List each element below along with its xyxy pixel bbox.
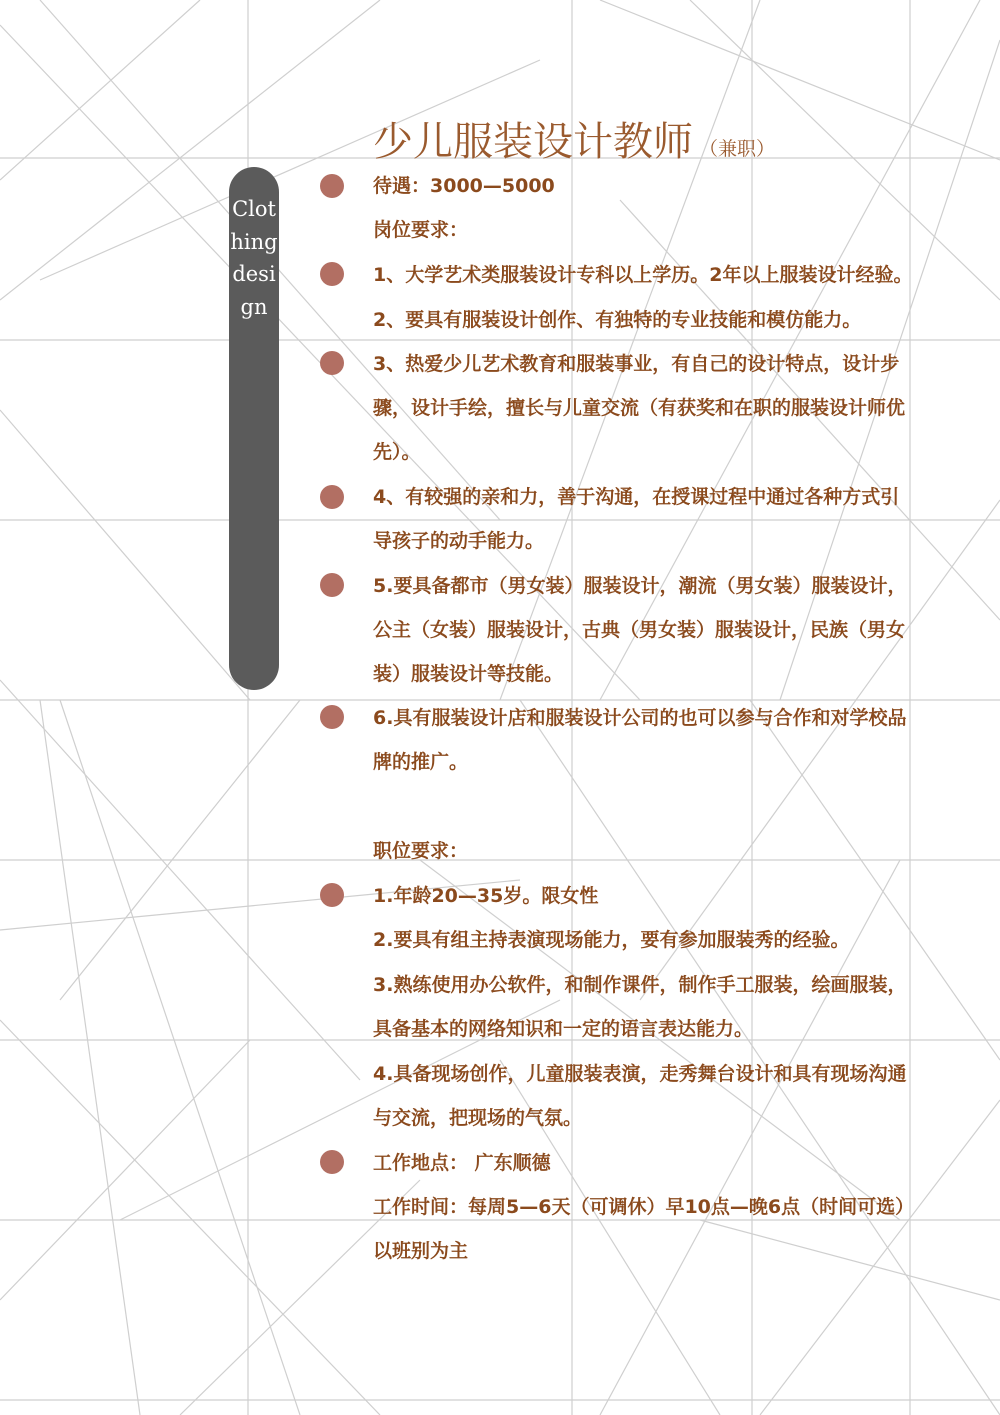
bullet-dot — [320, 883, 344, 907]
requirement-line: 1.年龄20—35岁。限女性 — [373, 885, 599, 907]
duty-line: 5.要具备都市（男女装）服装设计，潮流（男女装）服装设计， — [373, 575, 907, 597]
side-label-text: Clothing design — [230, 197, 278, 320]
duty-line: 牌的推广。 — [373, 751, 469, 773]
duty-line: 公主（女装）服装设计，古典（男女装）服装设计，民族（男女 — [373, 619, 906, 641]
page-title — [373, 110, 775, 167]
requirement-line: 与交流，把现场的气氛。 — [373, 1107, 583, 1129]
duty-line: 3、热爱少儿艺术教育和服装事业，有自己的设计特点，设计步 — [373, 353, 900, 375]
bullet-dot — [320, 351, 344, 375]
requirement-line: 2.要具有组主持表演现场能力，要有参加服装秀的经验。 — [373, 929, 850, 951]
title-sub: （兼职） — [699, 138, 776, 160]
bullet-dot — [320, 1150, 344, 1174]
hours-line: 以班别为主 — [373, 1240, 469, 1262]
bullet-dot — [320, 174, 344, 198]
duty-line: 先）。 — [373, 441, 421, 463]
duty-line: 4、有较强的亲和力，善于沟通，在授课过程中通过各种方式引 — [373, 486, 900, 508]
duties-heading: 岗位要求： — [373, 219, 469, 241]
bullet-dot — [320, 485, 344, 509]
duty-line: 导孩子的动手能力。 — [373, 530, 545, 552]
location-line: 工作地点： 广东顺德 — [373, 1152, 551, 1174]
duty-line: 2、要具有服装设计创作、有独特的专业技能和模仿能力。 — [373, 309, 862, 331]
requirement-line: 具备基本的网络知识和一定的语言表达能力。 — [373, 1018, 754, 1040]
salary-line: 待遇：3000—5000 — [373, 175, 555, 197]
hours-line: 工作时间：每周5—6天（可调休）早10点—晚6点（时间可选） — [373, 1196, 915, 1218]
title-main: 少儿服装设计教师 — [373, 119, 693, 165]
duty-line: 6.具有服装设计店和服装设计公司的也可以参与合作和对学校品 — [373, 707, 907, 729]
duty-line: 1、大学艺术类服装设计专科以上学历。2年以上服装设计经验。 — [373, 264, 913, 286]
requirements-heading: 职位要求： — [373, 840, 469, 862]
bullet-dot — [320, 705, 344, 729]
side-label-pill — [229, 167, 279, 690]
bullet-dot — [320, 262, 344, 286]
bullet-dot — [320, 573, 344, 597]
duty-line: 骤，设计手绘，擅长与儿童交流（有获奖和在职的服装设计师优 — [373, 397, 906, 419]
requirement-line: 3.熟练使用办公软件，和制作课件，制作手工服装，绘画服装， — [373, 974, 907, 996]
requirement-line: 4.具备现场创作，儿童服装表演，走秀舞台设计和具有现场沟通 — [373, 1063, 907, 1085]
duty-line: 装）服装设计等技能。 — [373, 663, 564, 685]
